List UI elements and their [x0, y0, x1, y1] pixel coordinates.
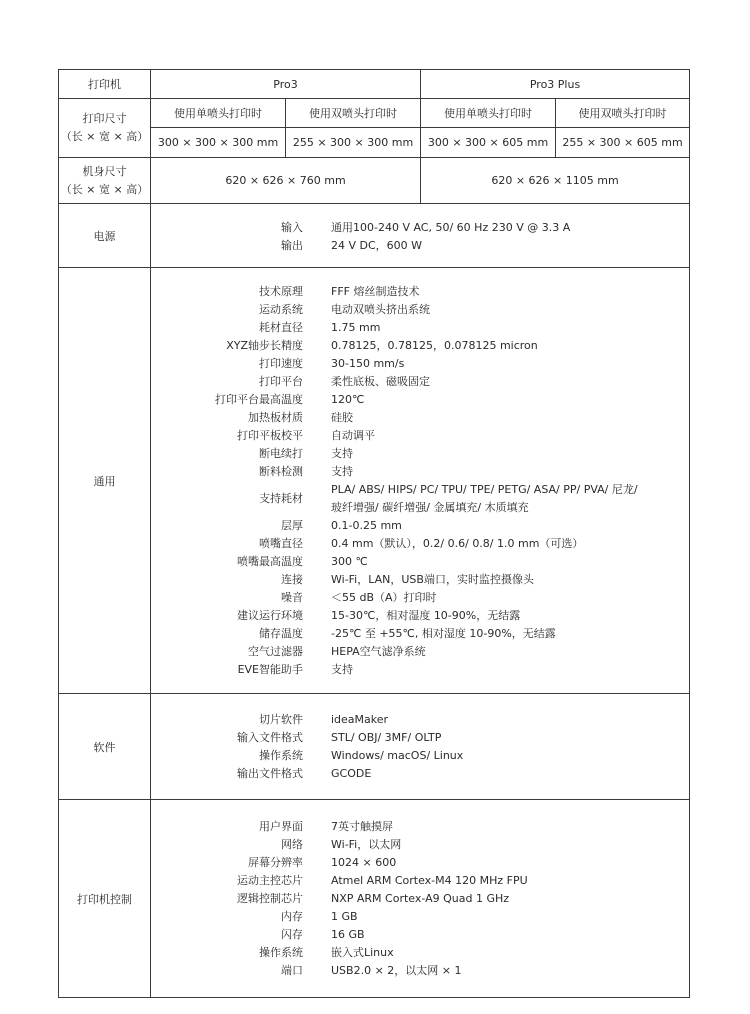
kv-row — [151, 427, 689, 445]
kv-list — [151, 711, 689, 783]
print-size-label-line2: （长 × 宽 × 高） — [60, 130, 149, 143]
body-size-value-a: 620 × 626 × 760 mm — [151, 158, 421, 204]
kv-row — [151, 765, 689, 783]
printer-label: 打印机 — [59, 70, 151, 99]
kv-key: 技术原理 — [259, 284, 303, 298]
kv-key: EVE智能助手 — [237, 662, 303, 676]
print-size-label — [59, 99, 151, 158]
kv-value: Wi-Fi，LAN，USB端口，实时监控摄像头 — [331, 572, 534, 586]
header-row — [59, 70, 690, 99]
print-size-value: 255 × 300 × 605 mm — [556, 128, 690, 158]
kv-key: 空气过滤器 — [248, 644, 303, 658]
body-size-row — [59, 158, 690, 204]
print-size-label-line1: 打印尺寸 — [82, 112, 127, 125]
kv-value: 支持 — [331, 662, 353, 676]
kv-row — [151, 219, 689, 237]
kv-row — [151, 926, 689, 944]
kv-key: 切片软件 — [259, 712, 303, 726]
kv-row — [151, 355, 689, 373]
kv-key: 屏幕分辨率 — [248, 855, 303, 869]
kv-key: 打印平板校平 — [237, 428, 303, 442]
kv-row — [151, 409, 689, 427]
print-size-value: 300 × 300 × 300 mm — [151, 128, 286, 158]
section-content — [151, 694, 690, 800]
kv-row — [151, 517, 689, 535]
kv-value-line1: PLA/ ABS/ HIPS/ PC/ TPU/ TPE/ PETG/ ASA/ PP/ PVA/ 尼龙/ — [331, 482, 638, 496]
kv-value: -25℃ 至 +55℃, 相对湿度 10-90%，无结露 — [331, 626, 556, 640]
kv-row — [151, 283, 689, 301]
kv-row — [151, 661, 689, 679]
kv-key: 耗材直径 — [259, 320, 303, 334]
kv-key: 运动主控芯片 — [237, 873, 303, 887]
kv-value: 1.75 mm — [331, 320, 381, 334]
model-a-header: Pro3 — [151, 70, 421, 99]
kv-row — [151, 890, 689, 908]
section-row-software — [59, 694, 690, 800]
kv-key: 逻辑控制芯片 — [237, 891, 303, 905]
kv-list — [151, 818, 689, 980]
kv-row — [151, 571, 689, 589]
kv-row — [151, 535, 689, 553]
kv-value: ideaMaker — [331, 712, 389, 726]
kv-value: 300 ℃ — [331, 554, 368, 568]
kv-value: 0.1-0.25 mm — [331, 518, 402, 532]
kv-list — [151, 283, 689, 679]
kv-value: 0.78125，0.78125，0.078125 micron — [331, 338, 538, 352]
kv-list — [151, 219, 689, 255]
mode-single-b: 使用单喷头打印时 — [421, 99, 556, 128]
kv-value: ＜55 dB（A）打印时 — [331, 590, 437, 604]
kv-value: FFF 熔丝制造技术 — [331, 284, 420, 298]
kv-row — [151, 854, 689, 872]
kv-value-line2: 玻纤增强/ 碳纤增强/ 金属填充/ 木质填充 — [331, 500, 529, 514]
kv-value: 24 V DC，600 W — [331, 238, 423, 252]
kv-value: 柔性底板、磁吸固定 — [331, 374, 430, 388]
kv-row — [151, 962, 689, 980]
kv-row — [151, 301, 689, 319]
kv-key: 喷嘴直径 — [259, 536, 303, 550]
kv-value: 硅胶 — [331, 410, 353, 424]
kv-key: 用户界面 — [259, 819, 303, 833]
kv-row — [151, 643, 689, 661]
kv-value: 电动双喷头挤出系统 — [331, 302, 430, 316]
body-size-label-line2: （长 × 宽 × 高） — [60, 182, 149, 196]
kv-row — [151, 445, 689, 463]
kv-row — [151, 319, 689, 337]
kv-key: 建议运行环境 — [237, 608, 303, 622]
kv-value: 120℃ — [331, 392, 365, 406]
kv-value: Windows/ macOS/ Linux — [331, 748, 464, 762]
kv-key: 输入文件格式 — [237, 730, 303, 744]
kv-key: 喷嘴最高温度 — [237, 554, 303, 568]
kv-row — [151, 908, 689, 926]
section-row-printer-control — [59, 800, 690, 998]
kv-row — [151, 872, 689, 890]
kv-value: 7英寸触摸屏 — [331, 819, 393, 833]
model-b-header: Pro3 Plus — [421, 70, 690, 99]
kv-key: 加热板材质 — [248, 410, 303, 424]
kv-key: 内存 — [281, 909, 303, 923]
kv-value: Atmel ARM Cortex-M4 120 MHz FPU — [331, 873, 528, 887]
kv-key: 网络 — [281, 837, 303, 851]
kv-key: 输出文件格式 — [237, 766, 303, 780]
kv-value — [331, 481, 689, 517]
kv-value: HEPA空气滤净系统 — [331, 644, 426, 658]
kv-row — [151, 607, 689, 625]
section-label: 软件 — [59, 694, 151, 800]
kv-row — [151, 818, 689, 836]
kv-value: 嵌入式Linux — [331, 945, 394, 959]
kv-value: 15-30℃，相对湿度 10-90%，无结露 — [331, 608, 521, 622]
kv-row — [151, 237, 689, 255]
section-content — [151, 800, 690, 998]
spec-table — [58, 69, 690, 998]
kv-row — [151, 463, 689, 481]
kv-row — [151, 589, 689, 607]
kv-row — [151, 337, 689, 355]
kv-value: NXP ARM Cortex-A9 Quad 1 GHz — [331, 891, 510, 905]
body-size-label-line1: 机身尺寸 — [82, 164, 127, 178]
kv-key: 操作系统 — [259, 945, 303, 959]
kv-key: 断电续打 — [259, 446, 303, 460]
kv-row — [151, 373, 689, 391]
body-size-value-b: 620 × 626 × 1105 mm — [421, 158, 690, 204]
kv-key: 储存温度 — [259, 626, 303, 640]
kv-row — [151, 391, 689, 409]
kv-value: 16 GB — [331, 927, 365, 941]
kv-key: 断料检测 — [259, 464, 303, 478]
kv-value: STL/ OBJ/ 3MF/ OLTP — [331, 730, 442, 744]
kv-row — [151, 481, 689, 517]
kv-key: 打印平台 — [259, 374, 303, 388]
section-label: 电源 — [59, 204, 151, 268]
kv-key: 噪音 — [281, 590, 303, 604]
print-size-value: 255 × 300 × 300 mm — [286, 128, 421, 158]
kv-row — [151, 836, 689, 854]
kv-key: 运动系统 — [259, 302, 303, 316]
mode-dual-a: 使用双喷头打印时 — [286, 99, 421, 128]
kv-value: 支持 — [331, 464, 353, 478]
kv-value: 1024 × 600 — [331, 855, 397, 869]
section-content — [151, 268, 690, 694]
kv-value: 通用100-240 V AC, 50/ 60 Hz 230 V @ 3.3 A — [331, 220, 571, 234]
kv-key: 输入 — [281, 220, 303, 234]
print-size-mode-row — [59, 99, 690, 128]
kv-row — [151, 944, 689, 962]
kv-key: 支持耗材 — [259, 491, 303, 505]
kv-key: 操作系统 — [259, 748, 303, 762]
kv-key: 层厚 — [281, 518, 303, 532]
kv-value: GCODE — [331, 766, 372, 780]
kv-row — [151, 711, 689, 729]
kv-key: 闪存 — [281, 927, 303, 941]
kv-row — [151, 625, 689, 643]
print-size-value: 300 × 300 × 605 mm — [421, 128, 556, 158]
section-label: 打印机控制 — [59, 800, 151, 998]
section-row-power — [59, 204, 690, 268]
kv-value: 支持 — [331, 446, 353, 460]
kv-row — [151, 729, 689, 747]
kv-value: Wi-Fi，以太网 — [331, 837, 402, 851]
section-label: 通用 — [59, 268, 151, 694]
kv-value: 30-150 mm/s — [331, 356, 405, 370]
kv-key: 输出 — [281, 238, 303, 252]
kv-value: 自动调平 — [331, 428, 375, 442]
print-size-value-row — [59, 128, 690, 158]
kv-value: 0.4 mm（默认），0.2/ 0.6/ 0.8/ 1.0 mm（可选） — [331, 536, 584, 550]
kv-row — [151, 747, 689, 765]
kv-key: 打印速度 — [259, 356, 303, 370]
section-row-general — [59, 268, 690, 694]
kv-value: 1 GB — [331, 909, 358, 923]
kv-key: 连接 — [281, 572, 303, 586]
body-size-label — [59, 158, 151, 204]
mode-single-a: 使用单喷头打印时 — [151, 99, 286, 128]
kv-value: USB2.0 × 2，以太网 × 1 — [331, 963, 462, 977]
kv-key: 端口 — [281, 963, 303, 977]
kv-key: XYZ轴步长精度 — [226, 338, 303, 352]
kv-key: 打印平台最高温度 — [215, 392, 303, 406]
section-content — [151, 204, 690, 268]
kv-row — [151, 553, 689, 571]
mode-dual-b: 使用双喷头打印时 — [556, 99, 690, 128]
